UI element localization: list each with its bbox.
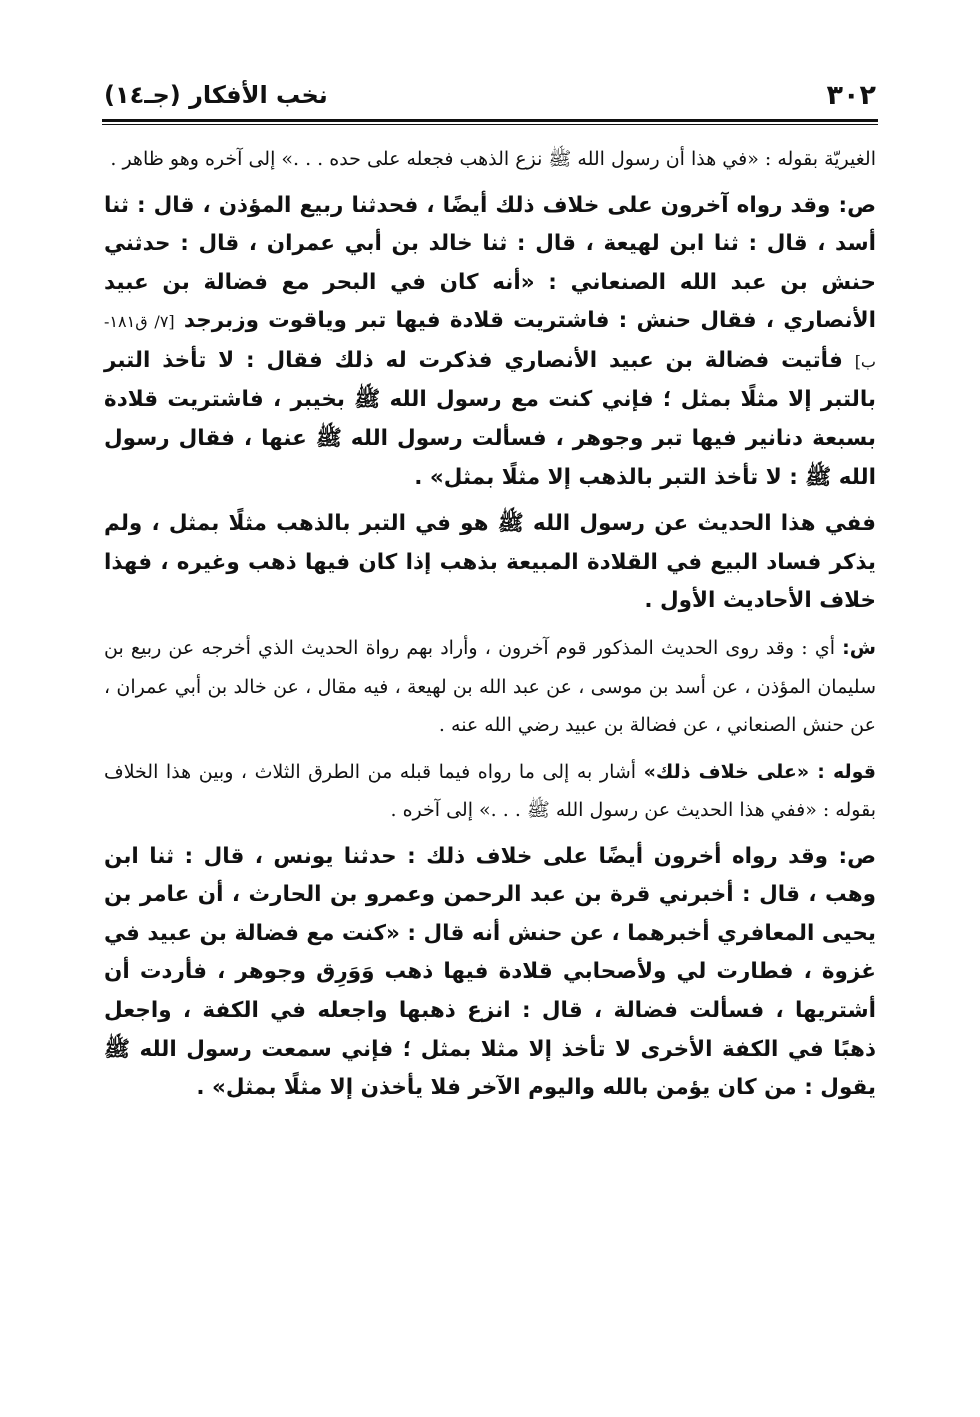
commentary-paragraph-2	[104, 629, 876, 745]
hadith-paragraph-2	[104, 505, 876, 621]
page-number: ٣٠٢	[826, 79, 876, 111]
hadith-paragraph-3	[104, 838, 876, 1108]
hadith-text-continued: فأتيت فضالة بن عبيد الأنصاري فذكرت له ذلك فقال : لا تأخذ التبر بالتبر إلا مثلًا بمثل ؛ فإني كنت مع رسول الله ﷺ بخيبر ، فاشتريت قلادة بسبعة دنانير فيها تبر وجوهر ، فسألت رسول الله ﷺ عنها ، فقال رسول الله ﷺ : لا تأخذ التبر بالذهب إلا مثلًا بمثل» .	[104, 347, 876, 490]
quoted-phrase: «على خلاف ذلك»	[643, 760, 818, 783]
commentary-paragraph-1	[104, 140, 876, 179]
commentary-text: أي : وقد روى الحديث المذكور قوم آخرون ، وأراد بهم رواة الحديث الذي أخرجه عن ربيع بن سليمان المؤذن ، عن أسد بن موسى ، عن عبد الله بن لهيعة ، فيه مقال ، عن خالد بن أبي عمران ، عن حنش الصنعاني ، عن فضالة بن عبيد رضي الله عنه .	[104, 637, 876, 737]
sharh-marker: ش:	[842, 637, 876, 660]
matn-marker: ص:	[838, 192, 876, 218]
hadith-paragraph-1	[104, 187, 876, 498]
page-header	[104, 72, 876, 118]
commentary-paragraph-3	[104, 753, 876, 830]
hadith-text: وقد رواه آخرون على خلاف ذلك أيضًا ، فحدثنا ربيع المؤذن ، قال : ثنا أسد ، قال : ثنا ابن لهيعة ، قال : ثنا خالد بن أبي عمران ، قال : حدثني حنش بن عبد الله الصنعاني : «أنه كان في البحر مع فضالة بن عبيد الأنصاري ، فقال حنش : فاشتريت قلادة فيها تبر وياقوت وزبرجد	[104, 192, 876, 334]
page-content	[104, 140, 876, 1108]
book-title: نخب الأفكار (جـ١٤)	[104, 81, 328, 109]
hadith-text: ففي هذا الحديث عن رسول الله ﷺ هو في التبر بالذهب مثلًا بمثل ، ولم يذكر فساد البيع في القلادة المبيعة بذهب إذا كان فيها ذهب وغيره ، فهذا خلاف الأحاديث الأول .	[104, 511, 876, 614]
header-rule-thin	[102, 124, 878, 125]
hadith-text: وقد رواه أخرون أيضًا على خلاف ذلك : حدثنا يونس ، قال : ثنا ابن وهب ، قال : أخبرني قرة بن عبد الرحمن وعمرو بن الحارث ، أن عامر بن يحيى المعافري أخبرهما ، عن حنش أنه قال : «كنت مع فضالة بن عبيد في غزوة ، فطارت لي ولأصحابي قلادة فيها ذهب وَوَرِق وجوهر ، فأردت أن أشتريها ، فسألت فضالة ، قال : انزع ذهبها واجعله في الكفة ، واجعل ذهبًا في الكفة الأخرى لا تأخذ إلا مثلا بمثل ؛ فإني سمعت رسول الله ﷺ يقول : من كان يؤمن بالله واليوم الآخر فلا يأخذن إلا مثلًا بمثل» .	[104, 843, 876, 1101]
matn-marker: ص:	[838, 843, 876, 869]
commentary-text: الغيريّة بقوله : «في هذا أن رسول الله ﷺ نزع الذهب فجعله على حده . . .» إلى آخره وهو ظاهر .	[110, 148, 876, 170]
commentary-text: أشار به إلى ما رواه فيما قبله من الطرق الثلاث ، وبين هذا الخلاف بقوله : «ففي هذا الحديث عن رسول الله ﷺ . . .» إلى آخره .	[104, 760, 876, 822]
header-rule-thick	[102, 119, 878, 122]
qawluhu-marker: قوله :	[817, 760, 876, 783]
manuscript-reference: [٧/ ق١٨١-ب]	[104, 312, 876, 371]
